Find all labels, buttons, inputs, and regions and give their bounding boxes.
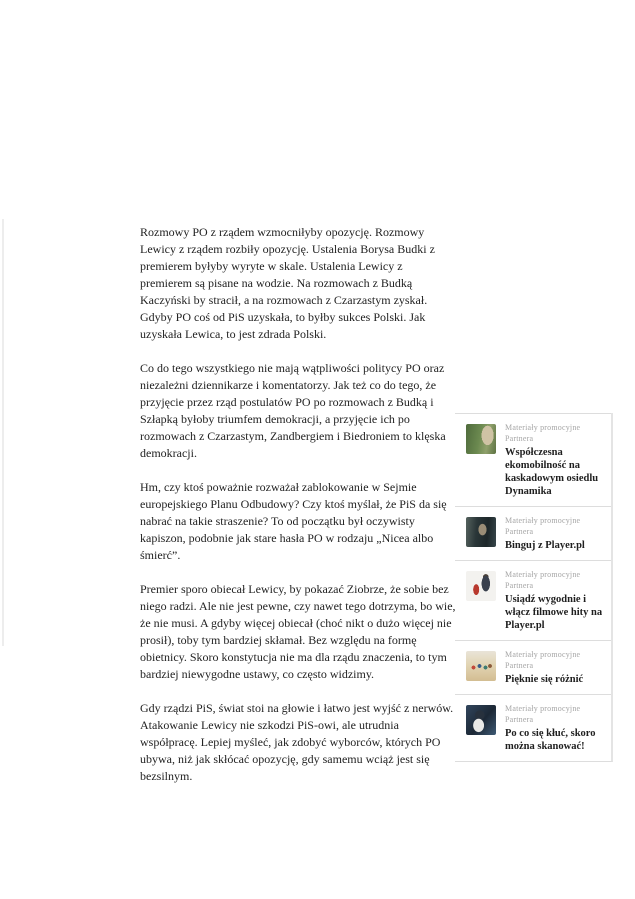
promo-title-link: Po co się kłuć, skoro można skanować! (505, 728, 596, 752)
promo-text-block (505, 569, 607, 632)
promo-thumbnail-image (466, 705, 496, 735)
promo-text-block (505, 703, 607, 753)
promo-text-block (505, 515, 607, 552)
promo-item-skanowac[interactable] (455, 694, 611, 761)
article-card-left-edge (2, 219, 4, 646)
promo-text-block (505, 422, 607, 498)
promo-item-ekomobilnosc[interactable] (455, 413, 611, 506)
promo-title-link: Współczesna ekomobilność na kaskadowym osiedlu Dynamika (505, 447, 599, 497)
promo-item-pieknie-sie-roznic[interactable] (455, 640, 611, 694)
promo-item-filmowe-hity[interactable] (455, 560, 611, 640)
promo-sponsor-label: Materiały promocyjne Partnera (505, 516, 581, 536)
promo-sponsor-label: Materiały promocyjne Partnera (505, 704, 581, 724)
promo-thumbnail-image (466, 517, 496, 547)
promo-sponsor-label: Materiały promocyjne Partnera (505, 650, 581, 670)
promo-thumbnail-image (466, 424, 496, 454)
article-paragraph: Gdy rządzi PiS, świat stoi na głowie i łatwo jest wyjść z nerwów. Atakowanie Lewicy nie szkodzi PiS-owi, ale utrudnia współpracę. Lepiej myśleć, jak zdobyć wyborców, których PO ubywa, niż jak skłócać opozycję, gdy samemu wciąż jest się bezsilnym. (140, 701, 454, 783)
article-body (140, 224, 456, 802)
promo-title-link: Binguj z Player.pl (505, 540, 585, 551)
promo-title-link: Usiądź wygodnie i włącz filmowe hity na Player.pl (505, 594, 603, 631)
article-paragraph: Rozmowy PO z rządem wzmocniłyby opozycję. Rozmowy Lewicy z rządem rozbiły opozycję. Ustalenia Borysa Budki z premierem byłyby wyryte w skale. Ustalenia Lewicy z premierem są pisane na wodzie. Na rozmowach z Budką Kaczyński by stracił, a na rozmowach z Czarzastym zyskał. Gdyby PO coś od PiS uzyskała, to byłby sukces Polski. Jak uzyskała Lewica, to jest zdrada Polski. (140, 225, 435, 341)
article-paragraph: Hm, czy ktoś poważnie rozważał zablokowanie w Sejmie europejskiego Planu Odbudowy? Czy ktoś myślał, że PiS da się nabrać na takie straszenie? To od początku był oczywisty kapiszon, podobnie jak stare hasła PO w rodzaju „Nicea albo śmierć”. (140, 480, 447, 562)
promo-sponsor-label: Materiały promocyjne Partnera (505, 570, 581, 590)
promo-sponsor-label: Materiały promocyjne Partnera (505, 423, 581, 443)
promo-text-block (505, 649, 607, 686)
promoted-content-sidebar (455, 413, 613, 762)
promo-thumbnail-image (466, 651, 496, 681)
promo-item-binguj-player[interactable] (455, 506, 611, 560)
article-paragraph: Co do tego wszystkiego nie mają wątpliwości politycy PO oraz niezależni dziennikarze i komentatorzy. Jak też co do tego, że przyjęcie przez rząd postulatów PO po rozmowach z Budką i Szłapką byłoby triumfem demokracji, a przyjęcie ich po rozmowach z Czarzastym, Zandbergiem i Biedroniem to klęska demokracji. (140, 361, 446, 460)
promo-title-link: Pięknie się różnić (505, 674, 584, 685)
promo-thumbnail-image (466, 571, 496, 601)
article-paragraph: Premier sporo obiecał Lewicy, by pokazać Ziobrze, że sobie bez niego radzi. Ale nie jest pewne, czy nawet tego dotrzyma, bo wie, że nie musi. A gdyby więcej obiecał (choć nikt o dużo więcej nie prosił), toby tym bardziej skłamał. Bez względu na formę obietnicy. Skoro konstytucja nie ma dla rządu znaczenia, to tym bardziej niewygodne ustawy, co często widzimy. (140, 582, 456, 681)
